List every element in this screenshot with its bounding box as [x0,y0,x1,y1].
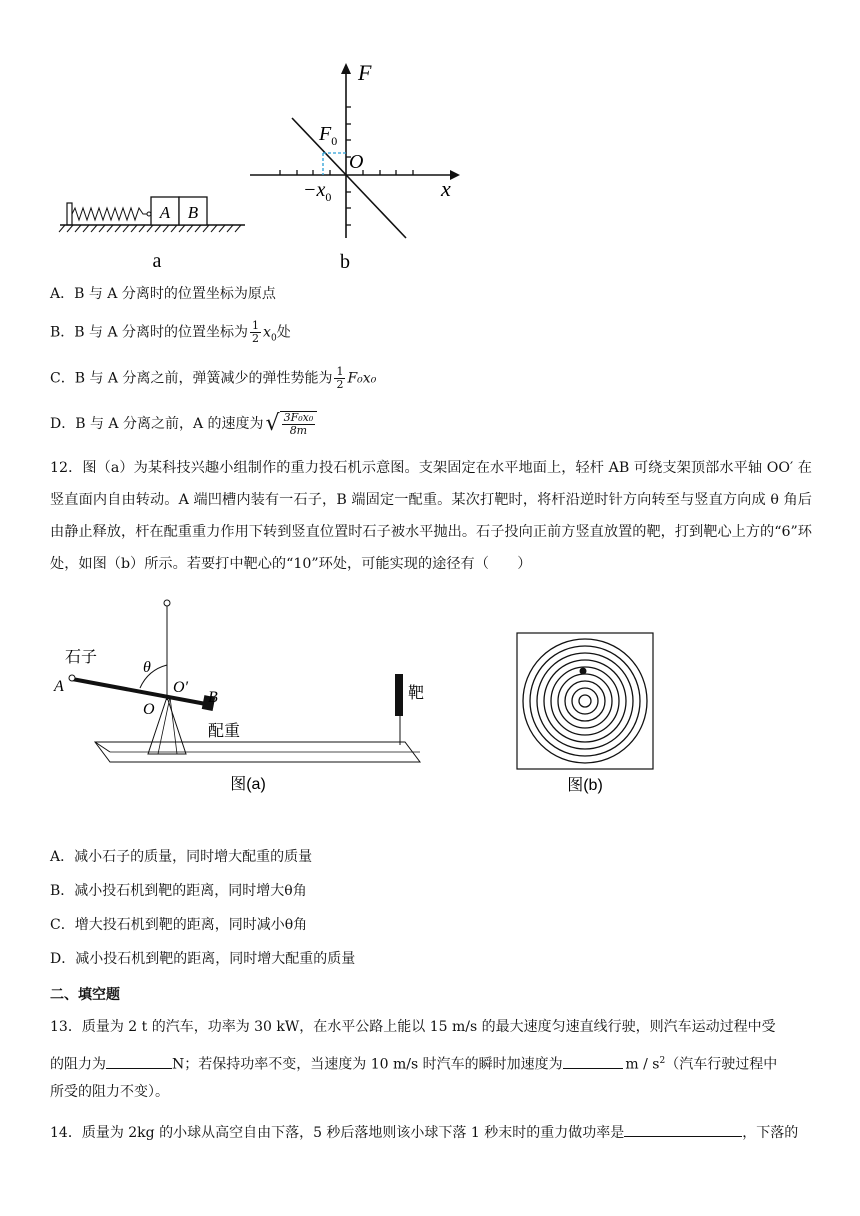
neg-x0-label: $-x_0$ [303,179,332,204]
target-rings-figure [510,628,660,798]
q13-line-1: 13．质量为 2 t 的汽车，功率为 30 kW，在水平公路上能以 15 m/s 的最大速度匀速直线行驶，则汽车运动过程中受 [50,1019,776,1035]
square-root-expression: √ $\frac{\text{3F₀x₀}}{8m}$ [266,411,318,437]
f0-label: $F_0$ [319,123,338,148]
hit-mark [580,668,587,675]
force-graph-figure [245,58,475,273]
caption-fig-b: 图(b) [567,777,603,794]
q13-line-3: 所受的阻力不变）。 [50,1084,169,1100]
point-a-label: A [54,678,64,695]
caption-b: b [340,251,350,273]
caption-fig-a: 图(a) [230,776,266,793]
fraction-half: $\frac{1}{2}$ [336,365,344,391]
answer-blank [563,1068,623,1069]
answer-blank [106,1068,172,1069]
target-label: 靶 [408,685,425,702]
q11-option-d: D．B 与 A 分离之前，A 的速度为√ $\frac{\text{3F₀x₀}}{8m}$ [50,411,317,437]
q11-option-a: A．B 与 A 分离时的位置坐标为原点 [50,286,276,302]
q12-option-a: A．减小石子的质量，同时增大配重的质量 [50,849,313,865]
trebuchet-figure [54,592,460,802]
axis-f-label: F [358,60,372,85]
fraction-half: $\frac{1}{2}$ [252,319,260,345]
answer-blank [624,1136,742,1137]
q14-line-1: 14．质量为 2kg 的小球从高空自由下落，5 秒后落地则该小球下落 1 秒末时的重力做功率是 ，下落的 [50,1125,799,1141]
axis-x-label: x [441,176,451,201]
q12-option-b: B．减小投石机到靶的距离，同时增大θ角 [50,883,307,899]
caption-a: a [152,250,162,272]
o-label: O [143,701,155,718]
q12-stem: 12．图（a）为某科技兴趣小组制作的重力投石机示意图。支架固定在水平地面上，轻杆 AB 可绕支架顶部水平轴 OO′ 在竖直面内自由转动。A 端凹槽内装有一石子，B 端固定一配重。某次打靶时，将杆沿逆时针方向转至与竖直方向成 θ 角后由静止释放，杆在配重重力作用下转到竖直位置时石子被水平抛出。石子投向正前方竖直放置的靶，打到靶心上方的“6”环处，如图（b）所示。若要打中靶心的“10”环处，可能实现的途径有（ ） [50,460,812,572]
spring-block-figure [55,185,255,270]
q11-option-c: C．B 与 A 分离之前，弹簧减少的弹性势能为 $\frac{1}{2}$ F₀x₀ [50,365,377,391]
counterweight-label: 配重 [208,723,241,740]
section-title: 二、填空题 [50,987,120,1003]
q13-line-2: 的阻力为 N；若保持功率不变，当速度为 10 m/s 时汽车的瞬时加速度为 m / $s^2$（汽车行驶过程中 [50,1056,778,1073]
q11-option-b: B．B 与 A 分离时的位置坐标为 $\frac{1}{2}$ $x_0$处 [50,319,291,345]
block-b-label: B [187,203,199,222]
o-prime-label: O′ [173,679,189,696]
theta-label: θ [143,659,151,676]
block-a-label: A [159,203,171,222]
q12-option-c: C．增大投石机到靶的距离，同时减小θ角 [50,917,308,933]
q12-option-d: D．减小投石机到靶的距离，同时增大配重的质量 [50,951,356,967]
origin-label: O [349,151,364,173]
stone-label: 石子 [65,649,98,666]
point-b-label: B [208,689,218,706]
